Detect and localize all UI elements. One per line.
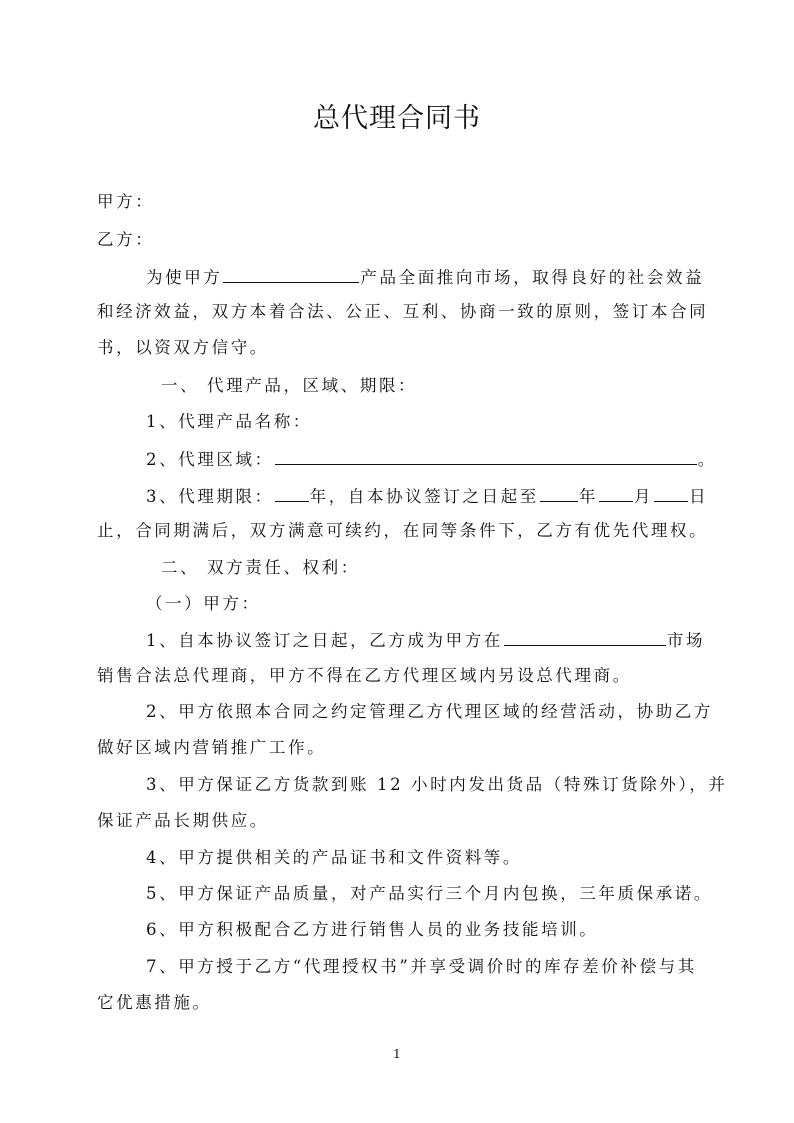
product-name-blank[interactable] [223, 265, 359, 283]
item-region-label: 2、代理区域： [146, 450, 274, 469]
market-blank[interactable] [504, 628, 666, 646]
clause-a7: 7、甲方授于乙方“代理授权书”并享受调价时的库存差价补偿与其 [146, 957, 697, 976]
clause-a3: 3、甲方保证乙方货款到账 12 小时内发出货品（特殊订货除外），并 [146, 775, 728, 794]
end-month-blank[interactable] [599, 484, 633, 502]
clause-a2-line-2: 做好区域内营销推广工作。 [97, 738, 327, 757]
clause-a2: 2、甲方依照本合同之约定管理乙方代理区域的经营活动，协助乙方 [146, 702, 713, 721]
sub-heading-party-a: （一）甲方： [146, 594, 261, 613]
intro-text-a: 为使甲方 [146, 268, 223, 287]
item-region [146, 447, 717, 471]
intro-text-b: 产品全面推向市场，取得良好的社会效益 [360, 268, 705, 287]
term-years-blank[interactable] [275, 484, 309, 502]
section-1-heading: 一、 代理产品，区域、期限： [161, 376, 418, 395]
month-label: 月 [634, 487, 654, 506]
clause-a4: 4、甲方提供相关的产品证书和文件资料等。 [146, 848, 522, 867]
clause-a1-text: 1、自本协议签订之日起，乙方成为甲方在 [146, 631, 503, 650]
item-region-end: 。 [697, 450, 717, 469]
page-number: 1 [393, 1047, 401, 1061]
intro-line-3: 书，以资双方信守。 [97, 338, 269, 357]
clause-a1-end: 市场 [666, 631, 706, 650]
year-label: 年 [578, 487, 599, 506]
item-product-name: 1、代理产品名称： [146, 412, 312, 431]
clause-a5: 5、甲方保证产品质量，对产品实行三个月内包换，三年质保承诺。 [146, 884, 713, 903]
party-a-label: 甲方： [97, 192, 155, 211]
clause-a1-line-2: 销售合法总代理商，甲方不得在乙方代理区域内另设总代理商。 [97, 666, 632, 685]
section-2-heading: 二、 双方责任、权利： [161, 558, 360, 577]
clause-a7-line-2: 它优惠措施。 [97, 993, 212, 1012]
item-term [146, 484, 708, 508]
region-blank[interactable] [275, 447, 697, 465]
party-b-label: 乙方： [97, 230, 155, 249]
clause-a6: 6、甲方积极配合乙方进行销售人员的业务技能培训。 [146, 920, 599, 939]
clause-a1 [146, 628, 705, 652]
end-day-blank[interactable] [654, 484, 688, 502]
clause-a3-line-2: 保证产品长期供应。 [97, 811, 269, 830]
intro-line-1 [146, 265, 704, 289]
item-term-label: 3、代理期限： [146, 487, 274, 506]
end-year-blank[interactable] [540, 484, 578, 502]
document-title: 总代理合同书 [313, 103, 481, 134]
day-label: 日 [689, 487, 709, 506]
item-term-line-2: 止，合同期满后，双方满意可续约，在同等条件下，乙方有优先代理权。 [97, 521, 709, 540]
intro-line-2: 和经济效益，双方本着合法、公正、互利、协商一致的原则，签订本合同 [97, 302, 709, 321]
item-term-text: 年，自本协议签订之日起至 [309, 487, 539, 506]
